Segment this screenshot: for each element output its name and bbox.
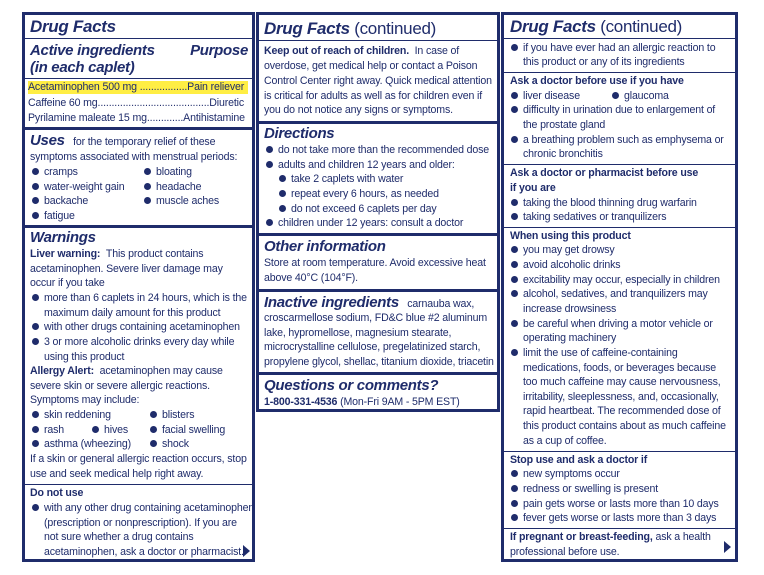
bullet-icon [32, 323, 39, 330]
pregnant-text: If pregnant or breast-feeding, ask a health [510, 531, 711, 543]
inactive-row: Inactive ingredients carnauba wax, [264, 294, 475, 311]
bullet-icon [144, 183, 151, 190]
inactive-text: lake, hypromellose, magnesium stearate, [264, 327, 452, 339]
liver-item: 3 or more alcoholic drinks every day while [32, 336, 234, 349]
do-not-use-item: with any other drug containing acetaminophen [32, 502, 254, 515]
bullet-icon [32, 440, 39, 447]
when-using-item: alcohol, sedatives, and tranquilizers may [511, 288, 708, 301]
bullet-icon [32, 168, 39, 175]
pregnant-text: professional before use. [510, 546, 620, 558]
bullet-icon [511, 514, 518, 521]
symptom-item: facial swelling [150, 424, 225, 437]
symptom-item: hives [92, 424, 128, 437]
ask-doctor-item: glaucoma [612, 90, 669, 103]
keep-out-text: Control Center right away. Quick medical attention [264, 75, 492, 87]
allergy-text: severe skin or severe allergic reactions. [30, 380, 210, 392]
bullet-icon [511, 199, 518, 206]
ingredient-caffeine: Caffeine 60 mg........................................Diuretic [28, 97, 244, 109]
symptom-item: blisters [150, 409, 194, 422]
divider [504, 528, 735, 529]
bullet-icon [511, 246, 518, 253]
ask-doctor-cont: chronic bronchitis [523, 148, 603, 160]
when-using-item: avoid alcoholic drinks [511, 259, 620, 272]
divider [25, 225, 252, 228]
active-subheading: (in each caplet) [30, 59, 135, 76]
stop-use-item: pain gets worse or lasts more than 10 days [511, 498, 719, 511]
keep-out-text: you do not notice any signs or symptoms. [264, 104, 453, 116]
allergy-alert: Allergy Alert: acetaminophen may cause [30, 365, 223, 377]
divider [259, 233, 497, 236]
panel-2 [256, 12, 500, 412]
divider [259, 372, 497, 375]
ask-doctor-item: a breathing problem such as emphysema or [511, 134, 724, 147]
ask-pharm-heading: if you are [510, 182, 556, 194]
allergy-text: Symptoms may include: [30, 394, 140, 406]
liver-warning-text: occur if you take [30, 277, 105, 289]
inactive-heading: Inactive ingredients [264, 294, 399, 311]
bullet-icon [32, 338, 39, 345]
keep-out-text: overdose, get medical help or contact a Poison [264, 60, 478, 72]
bullet-icon [511, 136, 518, 143]
use-item: headache [144, 181, 201, 194]
bullet-icon [511, 470, 518, 477]
when-using-cont: this product contains about as much caffeine [523, 420, 726, 432]
ask-pharm-item: taking the blood thinning drug warfarin [511, 197, 697, 210]
stop-use-item: redness or swelling is present [511, 483, 658, 496]
questions-heading: Questions or comments? [264, 377, 439, 394]
divider [504, 164, 735, 165]
when-using-cont: operating machinery [523, 332, 617, 344]
do-not-use-heading: Do not use [30, 487, 84, 499]
allergic-item: if you have ever had an allergic reaction to [511, 42, 715, 55]
when-using-cont: increase drowsiness [523, 303, 617, 315]
divider [504, 451, 735, 452]
divider [25, 38, 252, 39]
when-using-cont: irritability, sleeplessness, and, occasionally, [523, 391, 719, 403]
bullet-icon [511, 290, 518, 297]
do-not-use-cont: not sure whether a drug contains [44, 531, 194, 543]
direction-item: do not take more than the recommended dose [266, 144, 489, 157]
bullet-icon [266, 146, 273, 153]
bullet-icon [511, 44, 518, 51]
divider [504, 227, 735, 228]
do-not-use-cont: (prescription or nonprescription). If you are [44, 517, 237, 529]
ingredient-acetaminophen: Acetaminophen 500 mg .................Pain reliever [28, 81, 248, 94]
phone-line: 1-800-331-4536 (Mon-Fri 9AM - 5PM EST) [264, 396, 460, 408]
bullet-icon [511, 485, 518, 492]
direction-sub-item: do not exceed 6 caplets per day [279, 203, 437, 216]
panel-3 [501, 12, 738, 562]
do-not-use-cont: acetaminophen, ask a doctor or pharmacist. [44, 546, 244, 558]
ask-pharm-heading: Ask a doctor or pharmacist before use [510, 167, 699, 179]
divider [504, 72, 735, 73]
drug-facts-title: Drug Facts (continued) [264, 19, 436, 38]
uses-intro-2: symptoms associated with menstrual periods: [30, 151, 238, 163]
when-using-cont: too much caffeine may cause nervousness, [523, 376, 721, 388]
keep-out-text: is critical for adults as well as for children even if [264, 90, 482, 102]
purpose-heading: Purpose [190, 42, 248, 59]
stop-use-item: fever gets worse or lasts more than 3 days [511, 512, 716, 525]
direction-sub-item: take 2 caplets with water [279, 173, 403, 186]
ask-doctor-heading: Ask a doctor before use if you have [510, 75, 684, 87]
divider [25, 78, 252, 79]
phone-number: 1-800-331-4536 [264, 396, 338, 408]
bullet-icon [32, 183, 39, 190]
bullet-icon [266, 219, 273, 226]
liver-item: more than 6 caplets in 24 hours, which is the [32, 292, 247, 305]
drug-facts-title: Drug Facts [30, 17, 116, 36]
uses-row [30, 133, 215, 149]
ask-doctor-item: liver disease [511, 90, 580, 103]
inactive-text: croscarmellose sodium, FD&C blue #2 aluminum [264, 312, 488, 324]
bullet-icon [32, 197, 39, 204]
direction-sub-item: repeat every 6 hours, as needed [279, 188, 439, 201]
bullet-icon [279, 205, 286, 212]
stop-text: use and seek medical help right away. [30, 468, 204, 480]
bullet-icon [32, 411, 39, 418]
use-item: bloating [144, 166, 192, 179]
other-info-text: Store at room temperature. Avoid excessive heat [264, 257, 486, 269]
bullet-icon [279, 190, 286, 197]
divider [25, 484, 252, 485]
bullet-icon [511, 349, 518, 356]
divider [259, 289, 497, 292]
continue-arrow-icon [724, 541, 731, 553]
other-info-heading: Other information [264, 238, 386, 255]
bullet-icon [612, 92, 619, 99]
when-using-heading: When using this product [510, 230, 631, 242]
bullet-icon [144, 197, 151, 204]
ingredient-pyrilamine: Pyrilamine maleate 15 mg.............Antihistamine [28, 112, 245, 124]
uses-intro: for the temporary relief of these [73, 136, 216, 148]
use-item: cramps [32, 166, 78, 179]
use-item: muscle aches [144, 195, 219, 208]
direction-item: children under 12 years: consult a doctor [266, 217, 463, 230]
liver-warning: Liver warning: This product contains [30, 248, 204, 260]
bullet-icon [32, 294, 39, 301]
bullet-icon [266, 161, 273, 168]
inactive-text: microcrystalline cellulose, pregelatinized starch, [264, 341, 481, 353]
bullet-icon [511, 213, 518, 220]
when-using-item: limit the use of caffeine-containing [511, 347, 678, 360]
warnings-heading: Warnings [30, 229, 96, 246]
bullet-icon [150, 411, 157, 418]
panel-1 [22, 12, 255, 562]
bullet-icon [92, 426, 99, 433]
other-info-text: above 40°C (104°F). [264, 272, 358, 284]
stop-use-heading: Stop use and ask a doctor if [510, 454, 648, 466]
stop-use-item: new symptoms occur [511, 468, 620, 481]
when-using-item: be careful when driving a motor vehicle or [511, 318, 713, 331]
bullet-icon [32, 212, 39, 219]
bullet-icon [279, 175, 286, 182]
divider [25, 127, 252, 130]
continue-arrow-icon [243, 545, 250, 557]
bullet-icon [32, 426, 39, 433]
ask-doctor-cont: the prostate gland [523, 119, 606, 131]
bullet-icon [511, 261, 518, 268]
ask-doctor-item: difficulty in urination due to enlargement of [511, 104, 715, 117]
keep-out-text: Keep out of reach of children. In case of [264, 45, 460, 57]
drug-facts-title: Drug Facts (continued) [510, 17, 682, 36]
liver-item-cont: using this product [44, 351, 125, 363]
bullet-icon [511, 500, 518, 507]
uses-heading: Uses [30, 132, 65, 149]
when-using-cont: as a cup of coffee. [523, 435, 607, 447]
symptom-item: rash [32, 424, 64, 437]
divider [504, 38, 735, 39]
divider [259, 121, 497, 124]
bullet-icon [144, 168, 151, 175]
use-item: backache [32, 195, 88, 208]
bullet-icon [511, 92, 518, 99]
liver-item-cont: maximum daily amount for this product [44, 307, 221, 319]
symptom-item: skin reddening [32, 409, 111, 422]
directions-heading: Directions [264, 125, 335, 142]
allergic-item-cont: this product or any of its ingredients [523, 56, 685, 68]
bullet-icon [150, 426, 157, 433]
bullet-icon [511, 106, 518, 113]
bullet-icon [511, 320, 518, 327]
when-using-item: excitability may occur, especially in children [511, 274, 720, 287]
bullet-icon [32, 504, 39, 511]
liver-item: with other drugs containing acetaminophen [32, 321, 240, 334]
divider [259, 40, 497, 41]
stop-text: If a skin or general allergic reaction occurs, stop [30, 453, 247, 465]
symptom-item: shock [150, 438, 189, 451]
ask-pharm-item: taking sedatives or tranquilizers [511, 211, 666, 224]
active-ingredients-heading: Active ingredients [30, 42, 155, 59]
when-using-cont: rapid heartbeat. The recommended dose of [523, 405, 721, 417]
direction-item: adults and children 12 years and older: [266, 159, 455, 172]
symptom-item: asthma (wheezing) [32, 438, 131, 451]
bullet-icon [511, 276, 518, 283]
when-using-item: you may get drowsy [511, 244, 615, 257]
use-item: water-weight gain [32, 181, 124, 194]
use-item: fatigue [32, 210, 75, 223]
inactive-text: propylene glycol, shellac, titanium dioxide, triacetin [264, 356, 494, 368]
when-using-cont: medications, foods, or beverages because [523, 362, 717, 374]
bullet-icon [150, 440, 157, 447]
liver-warning-text: acetaminophen. Severe liver damage may [30, 263, 223, 275]
